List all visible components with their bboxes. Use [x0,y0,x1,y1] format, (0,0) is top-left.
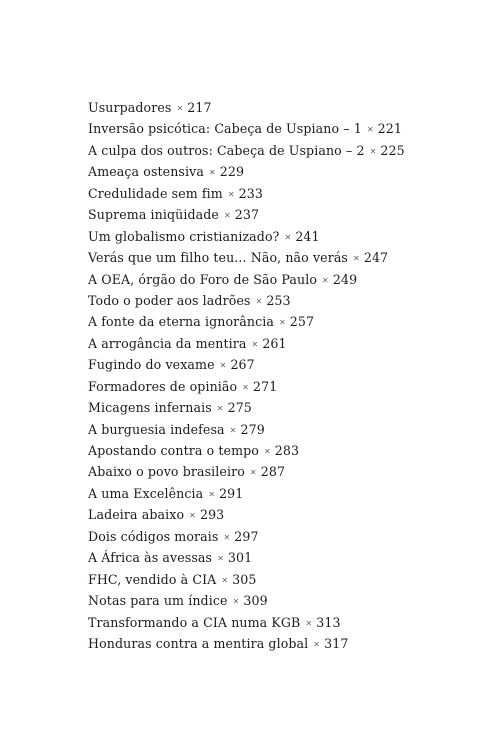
entry-title: Honduras contra a mentira global [88,635,309,651]
entry-title: Fugindo do vexame [88,357,215,373]
separator-mark: ✕ [221,575,229,585]
separator-mark: ✕ [278,318,286,328]
separator-mark: ✕ [251,339,259,349]
entry-title: A África às avessas [88,550,213,566]
separator-mark: ✕ [322,275,329,285]
separator-mark: ✕ [366,125,374,135]
page-number: 317 [324,635,349,651]
toc-entry [88,333,405,354]
toc-entry [88,397,405,418]
toc-entry [88,569,405,590]
entry-title: Um globalismo cristianizado? [88,228,280,244]
page-number: 261 [262,335,287,351]
entry-title: Todo o poder aos ladrões [88,292,251,308]
separator-mark: ✕ [313,639,321,649]
entry-title: Usurpadores [88,100,172,115]
toc-entry [88,226,405,247]
toc-entry [88,183,405,204]
page-number: 237 [234,207,260,223]
page-number: 287 [260,464,286,480]
toc-entry [88,483,405,504]
page-number: 297 [234,528,259,544]
toc-entry [88,161,405,182]
entry-title: A OEA, órgão do Foro de São Paulo [88,271,318,287]
toc-entry [88,590,405,611]
separator-mark: ✕ [353,254,360,264]
entry-title: Micagens infernais [88,400,212,416]
toc-entry [88,440,405,461]
page-number: 225 [380,142,405,158]
toc-entry [88,118,405,139]
toc-entry [88,247,405,268]
toc-entry [88,547,405,568]
separator-mark: ✕ [189,511,196,521]
page-number: 221 [377,121,402,137]
entry-title: Formadores de opinião [88,378,238,394]
entry-title: Ladeira abaixo [88,507,185,523]
entry-title: Ameaça ostensiva [88,164,204,180]
toc-entry [88,311,405,332]
separator-mark: ✕ [284,232,292,242]
toc-entry [88,269,405,290]
entry-title: A fonte da eterna ignorância [88,314,274,330]
toc-entry [88,419,405,440]
separator-mark: ✕ [208,168,216,178]
separator-mark: ✕ [369,146,377,156]
separator-mark: ✕ [229,425,237,435]
toc-entry [88,633,405,654]
page-number: 257 [289,314,315,330]
toc-entry [88,97,405,118]
separator-mark: ✕ [223,211,231,221]
page-number: 241 [295,228,320,244]
separator-mark: ✕ [176,104,184,113]
entry-title: Suprema iniqüidade [88,207,219,223]
page-number: 247 [363,250,389,266]
entry-title: Notas para um índice [88,593,228,609]
toc-entry [88,204,405,225]
page-number: 279 [240,421,265,437]
toc-entry [88,526,405,547]
entry-title: A burguesia indefesa [88,421,225,437]
page-number: 313 [316,614,341,630]
page-number: 271 [253,378,278,394]
page-number: 253 [266,292,291,308]
toc-entry [88,140,405,161]
separator-mark: ✕ [223,532,231,542]
entry-title: Dois códigos morais [88,528,219,544]
separator-mark: ✕ [217,554,224,564]
page-number: 309 [243,593,268,609]
toc-entry [88,612,405,633]
separator-mark: ✕ [249,468,257,478]
toc-entry [88,354,405,375]
separator-mark: ✕ [216,404,224,414]
entry-title: Credulidade sem fim [88,185,223,201]
separator-mark: ✕ [305,618,313,628]
entry-title: Apostando contra o tempo [88,443,259,458]
page-number: 283 [274,443,300,458]
separator-mark: ✕ [263,447,271,456]
page-number: 217 [187,100,212,115]
separator-mark: ✕ [255,296,263,306]
page-number: 233 [238,185,263,201]
separator-mark: ✕ [242,382,250,392]
page-number: 249 [332,271,358,287]
page-number: 291 [219,485,244,501]
page-number: 275 [227,400,252,416]
separator-mark: ✕ [208,489,216,499]
entry-title: A arrogância da mentira [88,335,247,351]
table-of-contents [88,97,405,654]
page-number: 229 [219,164,245,180]
entry-title: Abaixo o povo brasileiro [88,464,245,480]
entry-title: Verás que um filho teu... Não, não verás [88,250,349,266]
entry-title: FHC, vendido à CIA [88,571,217,587]
page-number: 293 [199,507,225,523]
toc-entry [88,504,405,525]
page-number: 301 [227,550,253,566]
separator-mark: ✕ [227,189,235,199]
separator-mark: ✕ [219,361,227,371]
page-number: 305 [232,571,257,587]
toc-entry [88,376,405,397]
toc-entry [88,290,405,311]
entry-title: Transformando a CIA numa KGB [88,614,301,630]
page-number: 267 [230,357,255,373]
entry-title: A uma Excelência [88,485,204,501]
entry-title: Inversão psicótica: Cabeça de Uspiano – 1 [88,121,362,137]
toc-entry [88,461,405,482]
entry-title: A culpa dos outros: Cabeça de Uspiano – 2 [88,142,365,158]
separator-mark: ✕ [232,597,240,607]
